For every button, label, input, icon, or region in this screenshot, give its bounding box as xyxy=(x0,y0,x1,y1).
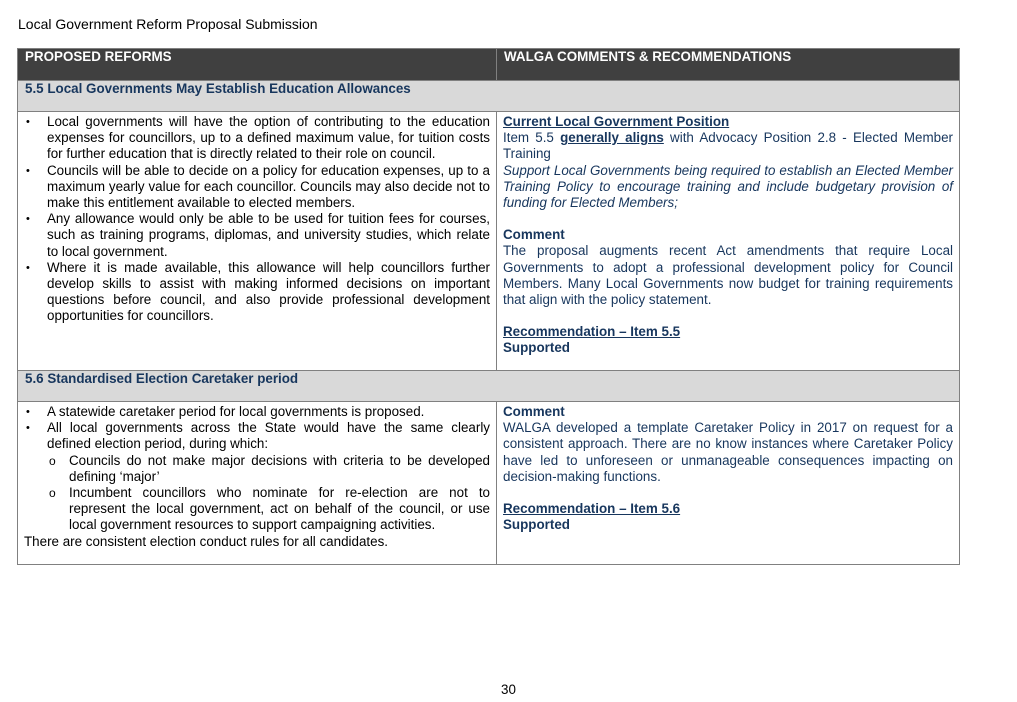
position-statement: Item 5.5 generally aligns with Advocacy Position 2.8 - Elected Member Training xyxy=(503,130,953,162)
list-item: • Where it is made available, this allowance will help councillors further develop skills to assist with making informed decisions on important questions before council, and also provide professional development opportunities for councillors. xyxy=(26,259,490,324)
alignment-label: generally aligns xyxy=(560,130,664,146)
comment-heading: Comment xyxy=(503,227,565,243)
list-item: o Incumbent councillors who nominate for re-election are not to represent the local government, act on behalf of the council, or use local government resources to support campaigning activities. xyxy=(49,485,490,533)
bullet-icon: • xyxy=(26,406,30,418)
proposed-reforms-cell xyxy=(18,402,497,565)
advocacy-quote: Support Local Governments being required to establish an Elected Member Training Policy to encourage training and include budgetary provision of funding for Elected Members; xyxy=(503,162,953,211)
walga-comments-cell xyxy=(497,112,960,371)
bullet-icon: • xyxy=(26,422,30,435)
table-header-row xyxy=(18,49,960,81)
page-number: 30 xyxy=(501,682,516,697)
recommendation-value: Supported xyxy=(503,340,570,356)
recommendation-heading: Recommendation – Item 5.6 xyxy=(503,501,681,517)
column-header-proposed-reforms: PROPOSED REFORMS xyxy=(18,49,497,81)
recommendation-heading: Recommendation – Item 5.5 xyxy=(503,324,681,340)
document-header: Local Government Reform Proposal Submission xyxy=(18,16,318,32)
bullet-icon: • xyxy=(26,164,30,177)
section-heading-row xyxy=(18,371,960,402)
comment-text: WALGA developed a template Caretaker Policy in 2017 on request for a consistent approach. There are no know instances where Caretaker Policy have led to unforeseen or unmanageable consequences impacting on decision-making functions. xyxy=(503,420,953,484)
section-title-5-6: 5.6 Standardised Election Caretaker period xyxy=(18,371,960,402)
section-title-5-5: 5.5 Local Governments May Establish Education Allowances xyxy=(18,81,960,112)
section-content-row xyxy=(18,402,960,565)
list-item: • All local governments across the State would have the same clearly defined election period, during which: o Councils do not make major decisions with criteria to be developed defining ‘major’ o Incumbent councillors who nominate for re-election are not to represent the local government, act on behalf of the council, or use local government resources to support campaigning activities. xyxy=(26,420,490,533)
list-item: • Any allowance would only be able to be used for tuition fees for courses, such as training programs, diplomas, and university studies, which relate to local government. xyxy=(26,211,490,259)
recommendation-value: Supported xyxy=(503,517,570,533)
comment-heading: Comment xyxy=(503,404,565,419)
comment-text: The proposal augments recent Act amendments that require Local Governments to adopt a professional development policy for Council Members. Many Local Governments now budget for training requirements that align with the policy statement. xyxy=(503,243,953,308)
circle-bullet-icon: o xyxy=(49,453,56,468)
position-heading: Current Local Government Position xyxy=(503,114,730,129)
bullet-icon: • xyxy=(26,213,30,226)
proposed-reforms-cell xyxy=(18,112,497,371)
circle-bullet-icon: o xyxy=(49,486,56,501)
closing-statement: There are consistent election conduct rules for all candidates. xyxy=(24,533,388,549)
reform-table xyxy=(17,48,960,565)
column-header-walga-comments: WALGA COMMENTS & RECOMMENDATIONS xyxy=(497,49,960,81)
section-heading-row xyxy=(18,81,960,112)
section-content-row xyxy=(18,112,960,371)
list-item: • Local governments will have the option of contributing to the education expenses for councillors, up to a defined maximum value, for tuition costs for further education that is directly related to their role on council. xyxy=(26,114,490,162)
reform-list xyxy=(24,114,490,325)
list-item: • A statewide caretaker period for local governments is proposed. xyxy=(26,404,425,419)
sub-reform-list xyxy=(47,453,490,534)
reform-list xyxy=(24,404,490,534)
bullet-icon: • xyxy=(26,116,30,128)
list-item: • Councils will be able to decide on a policy for education expenses, up to a maximum yearly value for each councillor. Councils may also decide not to make this entitlement available to elected members. xyxy=(26,162,490,211)
bullet-icon: • xyxy=(26,261,30,274)
walga-comments-cell xyxy=(497,402,960,565)
list-item: o Councils do not make major decisions with criteria to be developed defining ‘major’ xyxy=(49,452,490,484)
